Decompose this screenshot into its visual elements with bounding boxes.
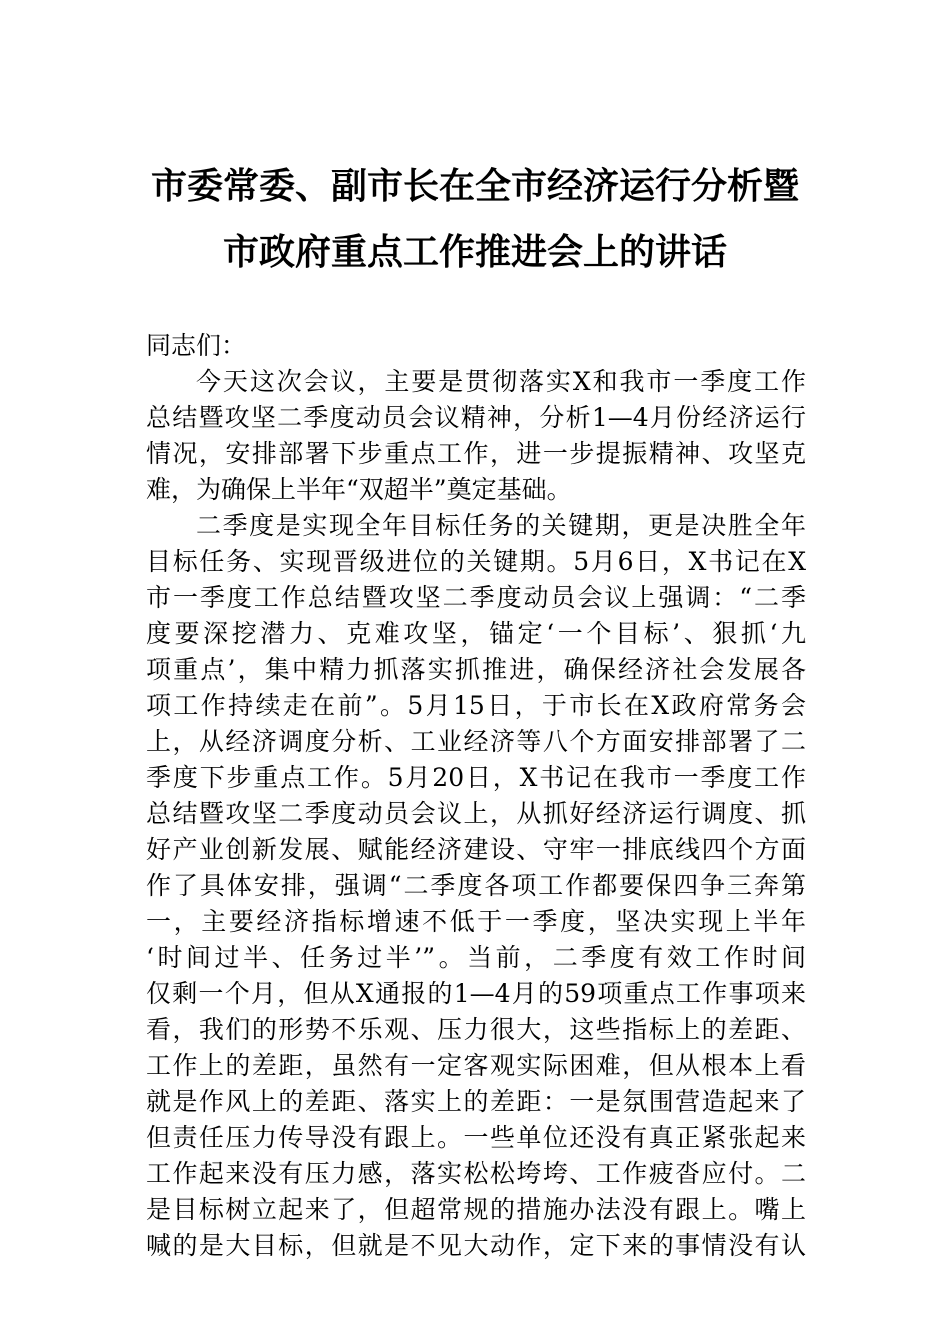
text-line: 工作上的差距，虽然有一定客观实际困难，但从根本上看 [146,1051,806,1080]
text-line: 情况，安排部署下步重点工作，进一步提振精神、攻坚克 [146,439,806,468]
text-line: 总结暨攻坚二季度动员会议精神，分析1—4月份经济运行 [146,403,806,432]
text-line: 仅剩一个月，但从X通报的1—4月的59项重点工作事项来 [146,979,806,1008]
text-line: 但责任压力传导没有跟上。一些单位还没有真正紧张起来 [146,1123,806,1152]
text-line: 看，我们的形势不乐观、压力很大，这些指标上的差距、 [146,1015,806,1044]
text-line: 二季度是实现全年目标任务的关键期，更是决胜全年 [196,511,806,540]
document-title-line-2: 市政府重点工作推进会上的讲话 [222,231,727,273]
paragraph-2 [146,508,806,1264]
text-line: 季度下步重点工作。5月20日，X书记在我市一季度工作 [146,763,806,792]
text-line: 度要深挖潜力、克难攻坚，锚定‘一个目标’、狠抓‘九 [146,619,806,648]
text-line: 项重点’，集中精力抓落实抓推进，确保经济社会发展各 [146,655,806,684]
text-line: 就是作风上的差距、落实上的差距：一是氛围营造起来了 [146,1087,806,1116]
text-line: 好产业创新发展、赋能经济建设、守牢一排底线四个方面 [146,835,806,864]
text-line: 作了具体安排，强调“二季度各项工作都要保四争三奔第 [146,871,806,900]
paragraph-1 [146,364,806,508]
text-line: 今天这次会议，主要是贯彻落实X和我市一季度工作 [196,367,806,396]
text-line: 工作起来没有压力感，落实松松垮垮、工作疲沓应付。二 [146,1159,806,1188]
document-title-line-1: 市委常委、副市长在全市经济运行分析暨 [150,165,799,207]
text-line: 是目标树立起来了，但超常规的措施办法没有跟上。嘴上 [146,1195,806,1224]
document-body [146,328,806,1264]
text-line: 一，主要经济指标增速不低于一季度，坚决实现上半年 [146,907,806,936]
text-line: 项工作持续走在前”。5月15日，于市长在X政府常务会 [146,691,806,720]
text-line: 目标任务、实现晋级进位的关键期。5月6日，X书记在X [146,547,806,576]
text-line: 总结暨攻坚二季度动员会议上，从抓好经济运行调度、抓 [146,799,806,828]
text-line: 难，为确保上半年“双超半”奠定基础。 [146,475,572,504]
text-line: 市一季度工作总结暨攻坚二季度动员会议上强调：“二季 [146,583,806,612]
text-line: 喊的是大目标，但就是不见大动作，定下来的事情没有认 [146,1231,806,1260]
salutation: 同志们： [146,331,247,360]
text-line: 上，从经济调度分析、工业经济等八个方面安排部署了二 [146,727,806,756]
text-line: ‘时间过半、任务过半’”。当前，二季度有效工作时间 [146,943,806,972]
